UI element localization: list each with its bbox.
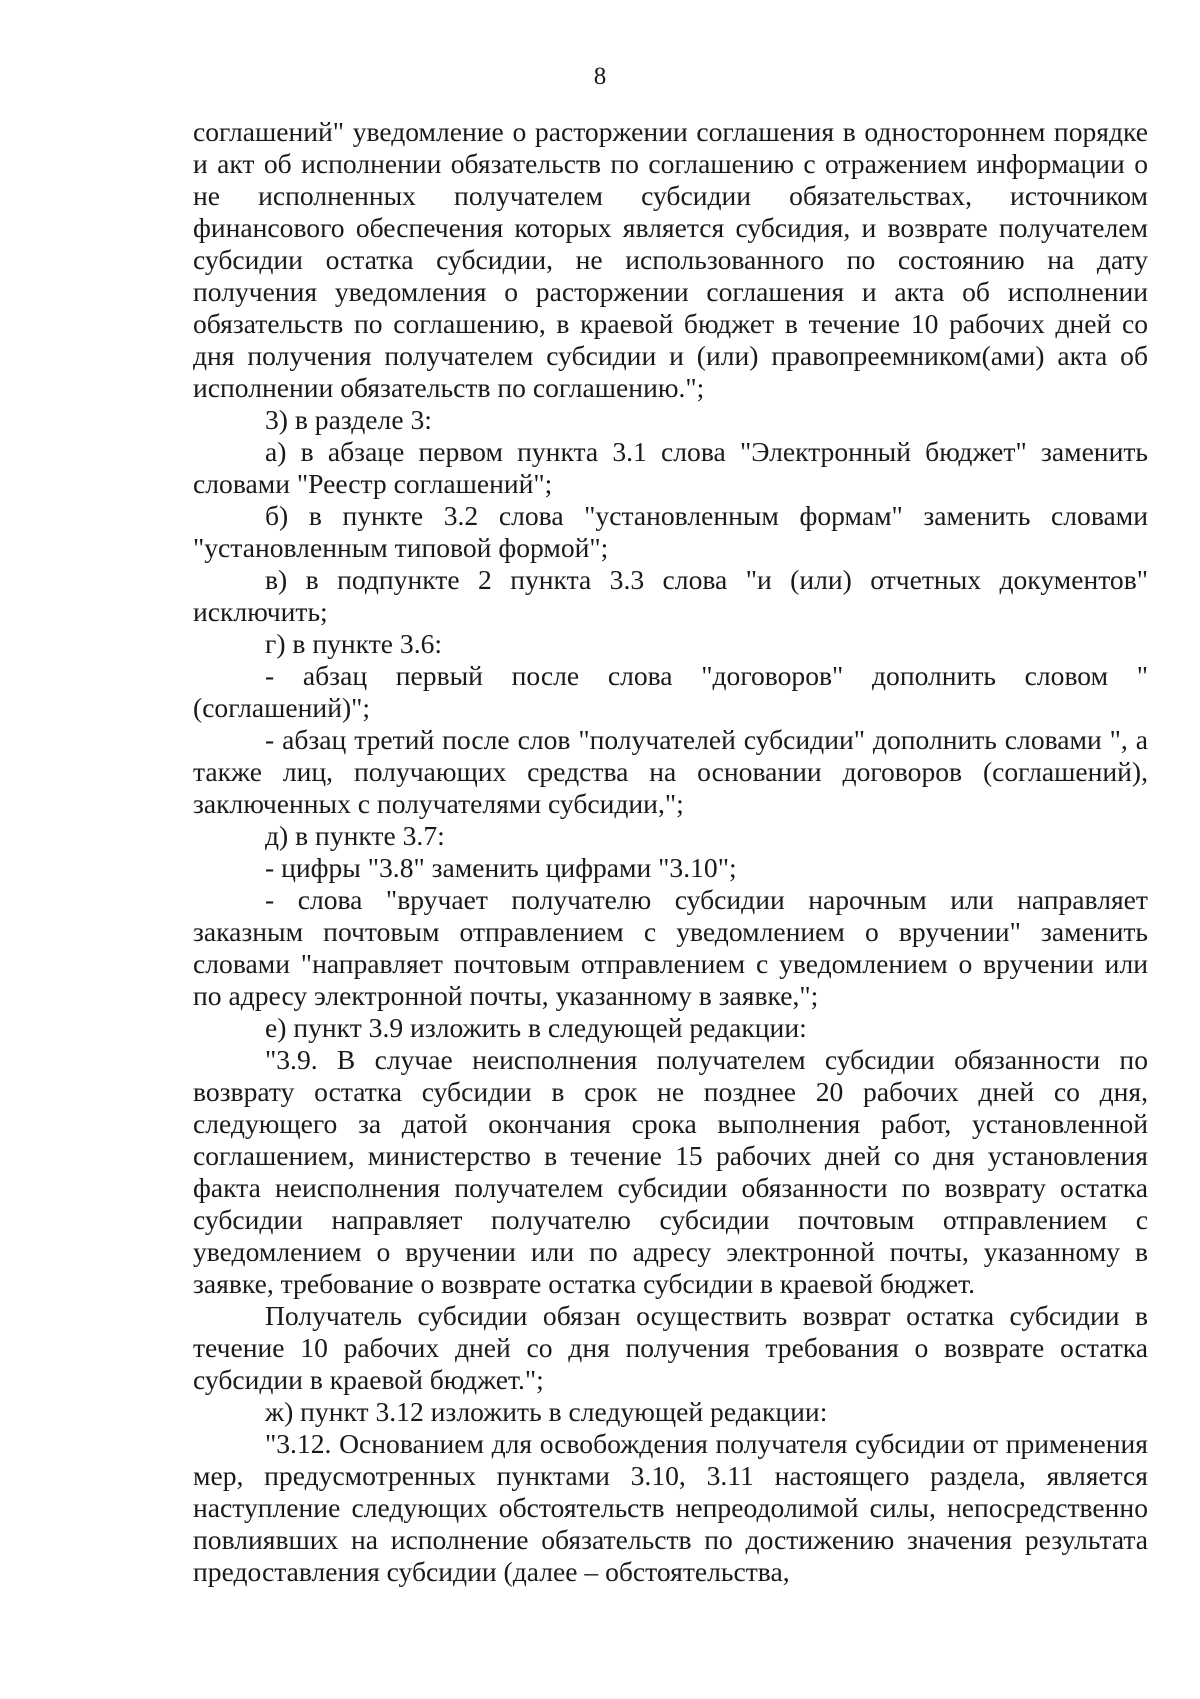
paragraph: - цифры "3.8" заменить цифрами "3.10"; — [265, 852, 737, 883]
paragraph: е) пункт 3.9 изложить в следующей редакции: — [265, 1012, 807, 1043]
paragraph: - абзац первый после слова "договоров" дополнить словом "(соглашений)"; — [193, 660, 1148, 723]
paragraph: "3.12. Основанием для освобождения получателя субсидии от применения мер, предусмотренных пунктами 3.10, 3.11 настоящего раздела, является наступление следующих обстоятельств непреодолимой силы, непосредственно повлиявших на исполнение обязательств по достижению значения результата предоставления субсидии (далее – обстоятельства, — [193, 1428, 1148, 1587]
paragraph: г) в пункте 3.6: — [265, 628, 443, 659]
paragraph: ж) пункт 3.12 изложить в следующей редакции: — [265, 1396, 828, 1427]
paragraph: в) в подпункте 2 пункта 3.3 слова "и (или) отчетных документов" исключить; — [193, 564, 1148, 627]
page-number: 8 — [593, 63, 607, 90]
paragraph: б) в пункте 3.2 слова "установленным формам" заменить словами "установленным типовой формой"; — [193, 500, 1148, 563]
paragraph: 3) в разделе 3: — [265, 404, 432, 435]
paragraph: - слова "вручает получателю субсидии нарочным или направляет заказным почтовым отправлением с уведомлением о вручении" заменить словами "направляет почтовым отправлением с уведомлением о вручении или по адресу электронной почты, указанному в заявке,"; — [193, 884, 1148, 1011]
paragraph: - абзац третий после слов "получателей субсидии" дополнить словами ", а также лиц, получающих средства на основании договоров (соглашений), заключенных с получателями субсидии,"; — [193, 724, 1148, 819]
paragraph: "3.9. В случае неисполнения получателем субсидии обязанности по возврату остатка субсидии в срок не позднее 20 рабочих дней со дня, следующего за датой окончания срока выполнения работ, установленной соглашением, министерство в течение 15 рабочих дней со дня установления факта неисполнения получателем субсидии обязанности по возврату остатка субсидии направляет получателю субсидии почтовым отправлением с уведомлением о вручении или по адресу электронной почты, указанному в заявке, требование о возврате остатка субсидии в краевой бюджет. — [193, 1044, 1148, 1299]
paragraph: Получатель субсидии обязан осуществить возврат остатка субсидии в течение 10 рабочих дней со дня получения требования о возврате остатка субсидии в краевой бюджет."; — [193, 1300, 1148, 1395]
paragraph: а) в абзаце первом пункта 3.1 слова "Электронный бюджет" заменить словами "Реестр соглашений"; — [193, 436, 1148, 499]
paragraph-continuation: соглашений" уведомление о расторжении соглашения в одностороннем порядке и акт об исполнении обязательств по соглашению с отражением информации о не исполненных получателем субсидии обязательствах, источником финансового обеспечения которых является субсидия, и возврате получателем субсидии остатка субсидии, не использованного по состоянию на дату получения уведомления о расторжении соглашения и акта об исполнении обязательств по соглашению, в краевой бюджет в течение 10 рабочих дней со дня получения получателем субсидии и (или) правопреемником(ами) акта об исполнении обязательств по соглашению."; — [193, 116, 1148, 403]
document-body — [193, 116, 1148, 1588]
paragraph: д) в пункте 3.7: — [265, 820, 445, 851]
